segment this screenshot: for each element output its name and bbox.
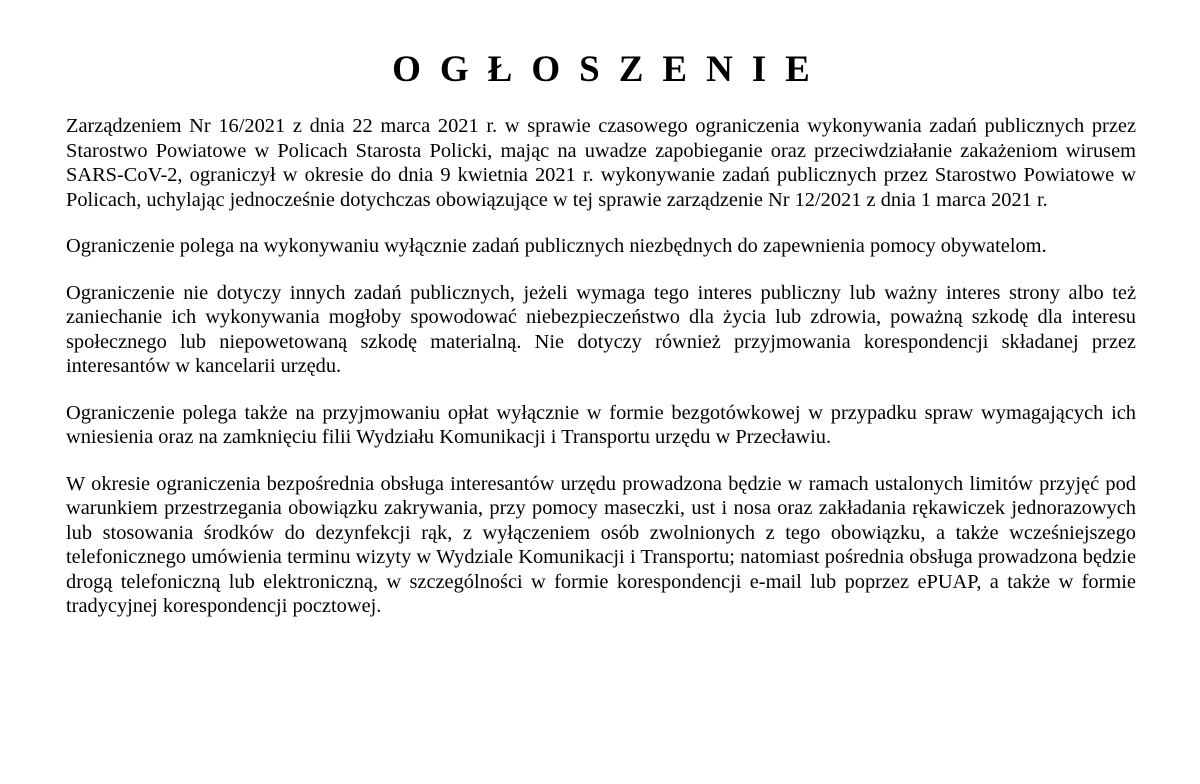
- announcement-document: [66, 48, 1136, 641]
- paragraph-payments: Ograniczenie polega także na przyjmowaniu opłat wyłącznie w formie bezgotówkowej w przypadku spraw wymagających ich wniesienia oraz na zamknięciu filii Wydziału Komunikacji i Transportu urzędu w Przecławiu.: [66, 401, 1136, 448]
- paragraph-customer-service: W okresie ograniczenia bezpośrednia obsługa interesantów urzędu prowadzona będzie w ramach ustalonych limitów przyjęć pod warunkiem przestrzegania obowiązku zakrywania, przy pomocy maseczki, ust i nosa oraz zakładania rękawiczek jednorazowych lub stosowania środków do dezynfekcji rąk, z wyłączeniem osób zwolnionych z tego obowiązku, a także wcześniejszego telefonicznego umówienia terminu wizyty w Wydziale Komunikacji i Transportu; natomiast pośrednia obsługa prowadzona będzie drogą telefoniczną lub elektroniczną, w szczególności w formie korespondencji e-mail lub poprzez ePUAP, a także w formie tradycyjnej korespondencji pocztowej.: [66, 472, 1136, 617]
- paragraph-restriction-scope: Ograniczenie polega na wykonywaniu wyłącznie zadań publicznych niezbędnych do zapewnienia pomocy obywatelom.: [66, 235, 1047, 257]
- paragraph-exceptions: Ograniczenie nie dotyczy innych zadań publicznych, jeżeli wymaga tego interes publiczny lub ważny interes strony albo też zaniechanie ich wykonywania mogłoby spowodować niebezpieczeństwo dla życia lub zdrowia, poważną szkodę dla interesu społecznego lub niepowetowaną szkodę materialną. Nie dotyczy również przyjmowania korespondencji składanej przez interesantów w kancelarii urzędu.: [66, 281, 1136, 377]
- paragraph-decree: Zarządzeniem Nr 16/2021 z dnia 22 marca 2021 r. w sprawie czasowego ograniczenia wykonywania zadań publicznych przez Starostwo Powiatowe w Policach Starosta Policki, mając na uwadze zapobieganie oraz przeciwdziałanie zakażeniom wirusem SARS-CoV-2, ograniczył w okresie do dnia 9 kwietnia 2021 r. wykonywanie zadań publicznych przez Starostwo Powiatowe w Policach, uchylając jednocześnie dotychczas obowiązujące w tej sprawie zarządzenie Nr 12/2021 z dnia 1 marca 2021 r.: [66, 115, 1136, 211]
- document-title: OGŁOSZENIE: [392, 49, 829, 90]
